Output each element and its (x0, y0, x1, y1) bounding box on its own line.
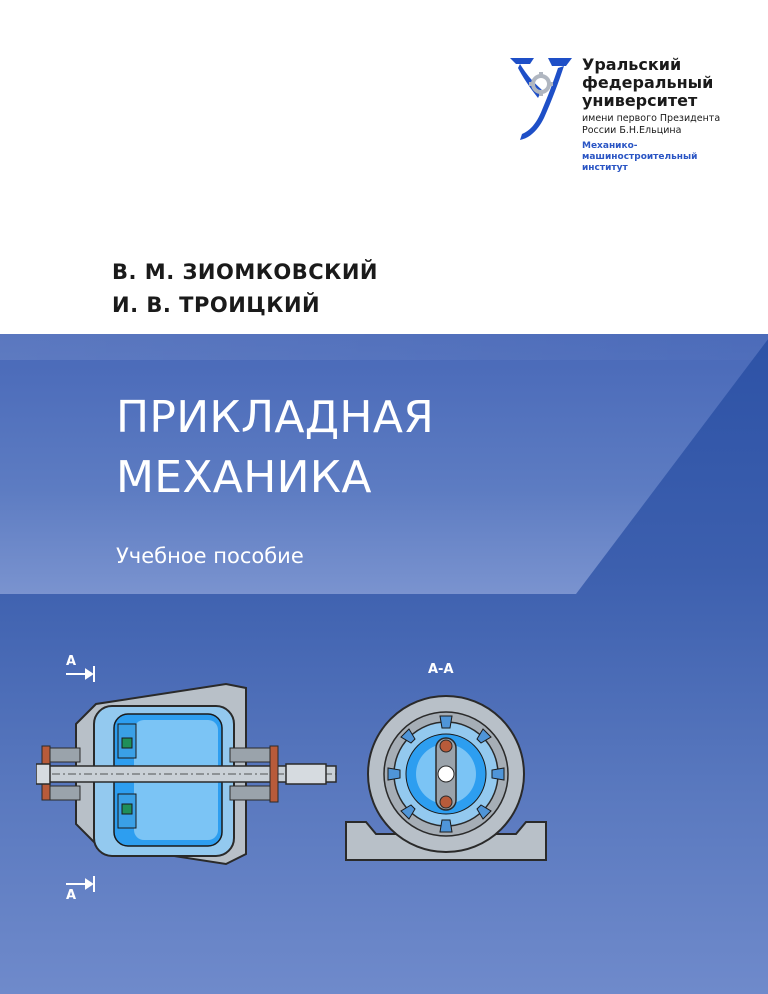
gearbox-drawing (36, 654, 556, 904)
author-2: И. В. ТРОИЦКИЙ (112, 293, 321, 317)
university-name: Уральский федеральный университет (582, 55, 714, 110)
urfu-logo-icon (508, 54, 576, 144)
title-line-1: ПРИКЛАДНАЯ (116, 392, 435, 443)
university-subtitle: имени первого Президента России Б.Н.Ельцина (582, 113, 721, 136)
section-mark-top: A (66, 654, 77, 669)
title-line-2: МЕХАНИКА (116, 452, 372, 503)
authors (112, 256, 378, 322)
institute-name: Механико- машиностроительный институт (582, 141, 698, 173)
section-mark-bottom: A (66, 888, 77, 903)
book-subtitle: Учебное пособие (116, 544, 304, 568)
gearbox-illustration (36, 654, 556, 904)
book-title (116, 388, 434, 508)
section-view-label: A-A (428, 662, 454, 677)
university-logo (508, 54, 748, 184)
author-1: В. М. ЗИОМКОВСКИЙ (112, 260, 378, 284)
